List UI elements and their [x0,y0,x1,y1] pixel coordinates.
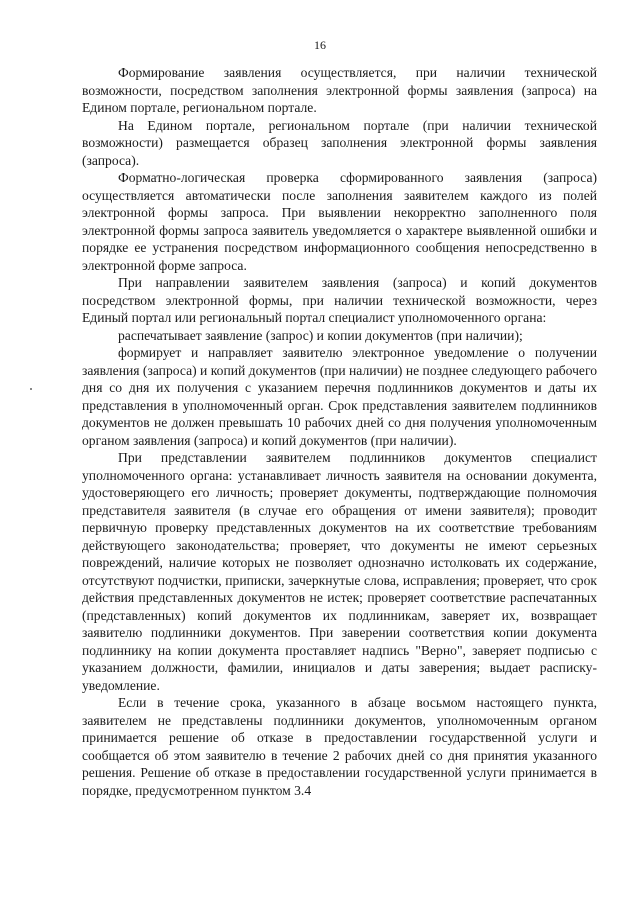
paragraph-sample-placement: На Едином портале, региональном портале (при наличии технической возможности) размещается образец заполнения электронной формы заявления (запроса). [82,117,597,168]
paragraph-notification: формирует и направляет заявителю электронное уведомление о получении заявления (запроса) и копий документов (при наличии) не позднее следующего рабочего дня со дня их получения с указанием перечня подлинников документов и даты их представления в уполномоченный орган. Срок представления заявителем подлинников документов не должен превышать 10 рабочих дней со дня получения уполномоченным органом заявления (запроса) и копий документов (при наличии). [82,345,597,448]
page-number: 16 [314,38,326,52]
paragraph-format-check: Форматно-логическая проверка сформированного заявления (запроса) осуществляется автоматически после заполнения заявителем каждого из полей электронной формы запроса. При выявлении некорректно заполненного поля электронной формы запроса заявитель уведомляется о характере выявленной ошибки и порядке ее устранения посредством информационного сообщения непосредственно в электронной форме запроса. [82,170,597,273]
paragraph-originals-check: При представлении заявителем подлинников документов специалист уполномоченного органа: устанавливает личность заявителя на основании документа, удостоверяющего его личность; проверяет документы, подтверждающие полномочия представителя заявителя (в случае его обращения от имени заявителя); проводит первичную проверку представленных документов на их соответствие требованиям действующего законодательства; проверяет, что документы не имеют серьезных повреждений, наличие которых не позволяет однозначно истолковать их содержание, отсутствуют подчистки, приписки, зачеркнутые слова, исправления; проверяет, что срок действия представленных документов не истек; проверяет соответствие распечатанных (представленных) копий документов их подлинникам, заверяет их, возвращает заявителю подлинники документов. При заверении соответствия копии документа подлиннику на копии документа проставляет надпись "Верно", заверяет подписью с указанием должности, фамилии, инициалов и даты заверения; выдает расписку-уведомление. [82,450,597,693]
margin-mark [30,388,32,390]
paragraph-electronic-submission: При направлении заявителем заявления (запроса) и копий документов посредством электронной формы, при наличии технической возможности, через Единый портал или региональный портал специалист уполномоченного органа: [82,275,597,325]
paragraph-form-filling: Формирование заявления осуществляется, при наличии технической возможности, посредством заполнения электронной формы заявления (запроса) на Едином портале, региональном портале. [82,65,597,115]
paragraph-print-request: распечатывает заявление (запрос) и копии документов (при наличии); [118,327,523,343]
paragraph-refusal: Если в течение срока, указанного в абзаце восьмом настоящего пункта, заявителем не представлены подлинники документов, уполномоченным органом принимается решение об отказе в предоставлении государственной услуги и сообщается об этом заявителю в течение 2 рабочих дней со дня принятия указанного решения. Решение об отказе в предоставлении государственной услуги принимается в порядке, предусмотренном пунктом 3.4 [82,695,597,798]
body-text [82,64,597,799]
